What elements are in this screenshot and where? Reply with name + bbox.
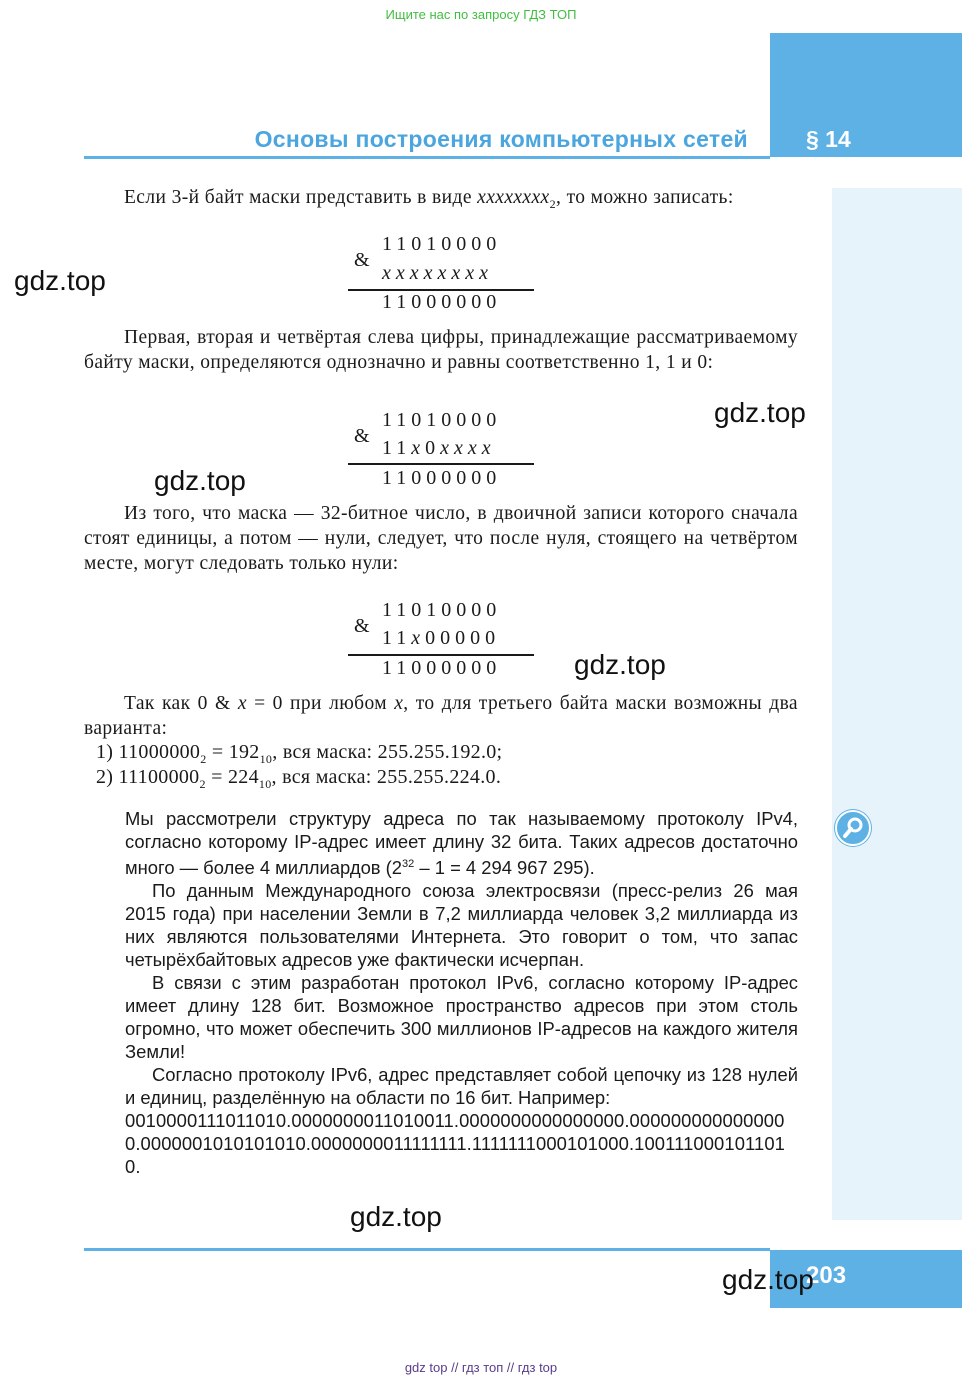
footer-rule <box>84 1248 770 1251</box>
watermark: gdz.top <box>14 265 106 296</box>
page-number: 203 <box>806 1262 847 1289</box>
binary-and-calculation-2: & 11010000 11x0xxxx 11000000 <box>348 409 534 489</box>
watermark: gdz.top <box>350 1201 442 1232</box>
calc-operand-2: 11x00000 <box>382 627 501 649</box>
calc-operand-2: xxxxxxxx <box>382 262 494 284</box>
watermark: gdz.top <box>722 1264 814 1295</box>
chapter-title: Основы построения компьютерных сетей <box>254 126 748 152</box>
magnifier-icon <box>834 809 872 847</box>
watermark: gdz.top <box>154 465 246 496</box>
sidebar-paragraph-1: Мы рассмотрели структуру адреса по так называемому протоколу IPv4, согласно которому IP-адрес имеет длину 32 бита. Таких адресов достаточно много — более 4 миллиардов ($2^{32} - 1 = 4$ 294 967 295). <box>125 808 798 878</box>
variant-1: 1) $11000000_2 = 192_{10}$, вся маска: 255.255.192.0; <box>96 741 503 766</box>
sidebar-panel <box>832 188 962 1220</box>
calc-operand-1: 11010000 <box>382 409 502 431</box>
calc-result: 11000000 <box>382 291 502 313</box>
top-notice: Ищите нас по запросу ГДЗ ТОП <box>385 7 577 22</box>
binary-and-calculation-1: & 11010000 xxxxxxxx 11000000 <box>348 233 534 313</box>
calc-rule <box>348 654 534 656</box>
sidebar-paragraph-2: По данным Международного союза электросвязи (пресс-релиз 26 мая 2015 года) при населении Земли в 7,2 миллиарда человек 3,2 миллиарда из них являются пользователями Интернета. Это говорит о том, что запас четырёхбайтовых адресов уже фактически исчерпан. <box>125 880 798 970</box>
binary-and-calculation-3: & 11010000 11x00000 11000000 <box>348 599 534 679</box>
text-paragraph-1: Если 3-й байт маски представить в виде xxxxxxxx$_2$, то можно записать: <box>124 187 734 211</box>
footer-links: gdz top // гдз топ // гдз top <box>404 1360 558 1375</box>
variant-2: 2) $11100000_2 = 224_{10}$, вся маска: 255.255.224.0. <box>96 766 502 791</box>
calc-operand-1: 11010000 <box>382 233 502 255</box>
paragraph-number: § 14 <box>806 126 851 152</box>
header-rule <box>84 156 770 159</box>
watermark: gdz.top <box>574 649 666 680</box>
paragraph-tab <box>770 33 962 157</box>
text-paragraph-2: Первая, вторая и четвёртая слева цифры, принадлежащие рассматриваемому байту маски, определяются однозначно и равны соответственно 1, 1 и 0: <box>84 327 798 373</box>
calc-rule <box>348 463 534 465</box>
ipv6-sidebar-note <box>125 807 798 1178</box>
sidebar-paragraph-4: Согласно протоколу IPv6, адрес представляет собой цепочку из 128 нулей и единиц, разделённую на области по 16 бит. Например: <box>125 1064 798 1108</box>
sidebar-paragraph-3: В связи с этим разработан протокол IPv6, согласно которому IP-адрес имеет длину 128 бит. Возможное пространство адресов при этом столь огромно, что может обеспечить 300 миллионов IP-адресов на каждого жителя Земли! <box>125 972 798 1062</box>
calc-result: 11000000 <box>382 467 502 489</box>
calc-result: 11000000 <box>382 657 502 679</box>
calc-operand-2: 11x0xxxx <box>382 437 496 459</box>
watermark: gdz.top <box>714 397 806 428</box>
ipv6-address-example: 0010000111011010.0000000011010011.0000000000000000.0000000000000000.0000001010101010.0000000011111111.1111111000101000.1001110001011010. <box>125 1110 785 1177</box>
calc-operand-1: 11010000 <box>382 599 502 621</box>
text-paragraph-4: Так как 0 & x = 0 при любом x, то для третьего байта маски возможны два варианта: <box>84 693 798 739</box>
text-paragraph-3: Из того, что маска — 32-битное число, в двоичной записи которого сначала стоят единицы, а потом — нули, следует, что после нуля, стоящего на четвёртом месте, могут следовать только нули: <box>84 503 798 574</box>
